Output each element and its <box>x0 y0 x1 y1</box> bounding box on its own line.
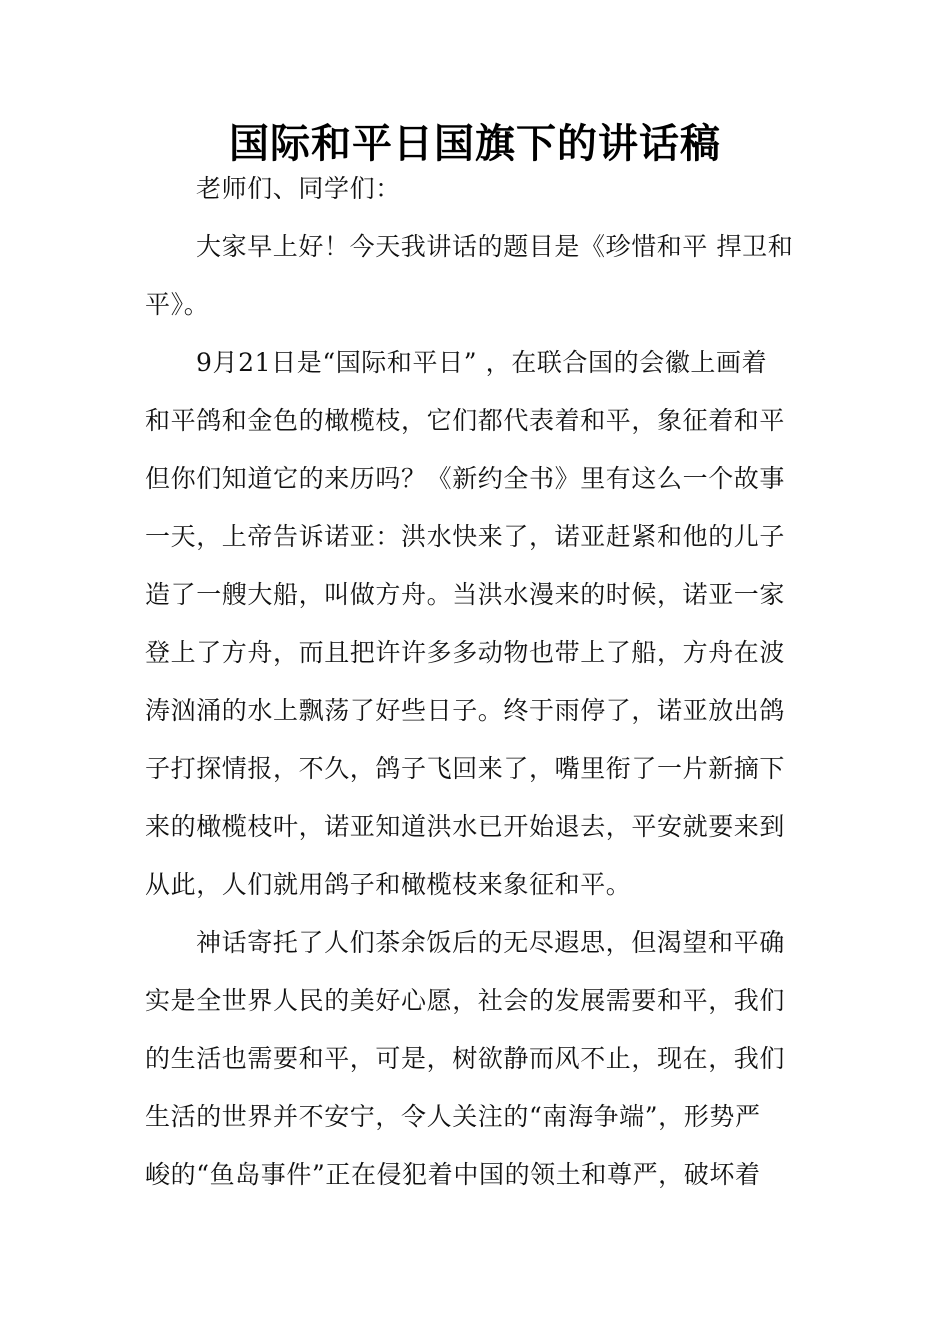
text-line: 一天，上帝告诉诺亚：洪水快来了，诺亚赶紧和他的儿子 <box>145 522 786 551</box>
text-line: 神话寄托了人们茶余饭后的无尽遐思，但渴望和平确 <box>196 928 785 957</box>
document-body <box>145 160 810 1204</box>
text-line: 的生活也需要和平，可是，树欲静而风不止，现在，我们 <box>145 1044 786 1073</box>
text-line: 从此，人们就用鸽子和橄榄枝来象征和平。 <box>145 870 632 899</box>
document-title: 国际和平日国旗下的讲话稿 <box>229 121 721 167</box>
text-line: 9月21日是“国际和平日” ，在联合国的会徽上画着 <box>196 348 768 377</box>
text-line: 实是全世界人民的美好心愿，社会的发展需要和平，我们 <box>145 986 786 1015</box>
salutation-line: 老师们、同学们： <box>196 174 401 203</box>
text-line: 生活的世界并不安宁，令人关注的“南海争端”，形势严 <box>145 1102 761 1131</box>
text-line: 涛汹涌的水上飘荡了好些日子。终于雨停了，诺亚放出鸽 <box>145 696 786 725</box>
text-line: 平》。 <box>145 290 210 319</box>
text-line: 和平鸽和金色的橄榄枝，它们都代表着和平，象征着和平 <box>145 406 786 435</box>
text-line: 登上了方舟，而且把许许多多动物也带上了船，方舟在波 <box>145 638 786 667</box>
text-line: 造了一艘大船，叫做方舟。当洪水漫来的时候，诺亚一家 <box>145 580 786 609</box>
text-line: 大家早上好！今天我讲话的题目是《珍惜和平 捍卫和 <box>196 232 794 261</box>
text-line: 峻的“鱼岛事件”正在侵犯着中国的领土和尊严，破坏着 <box>145 1160 761 1189</box>
text-line: 来的橄榄枝叶，诺亚知道洪水已开始退去，平安就要来到 <box>145 812 786 841</box>
text-line: 但你们知道它的来历吗？《新约全书》里有这么一个故事 <box>145 464 786 493</box>
text-line: 子打探情报，不久，鸽子飞回来了，嘴里衔了一片新摘下 <box>145 754 786 783</box>
